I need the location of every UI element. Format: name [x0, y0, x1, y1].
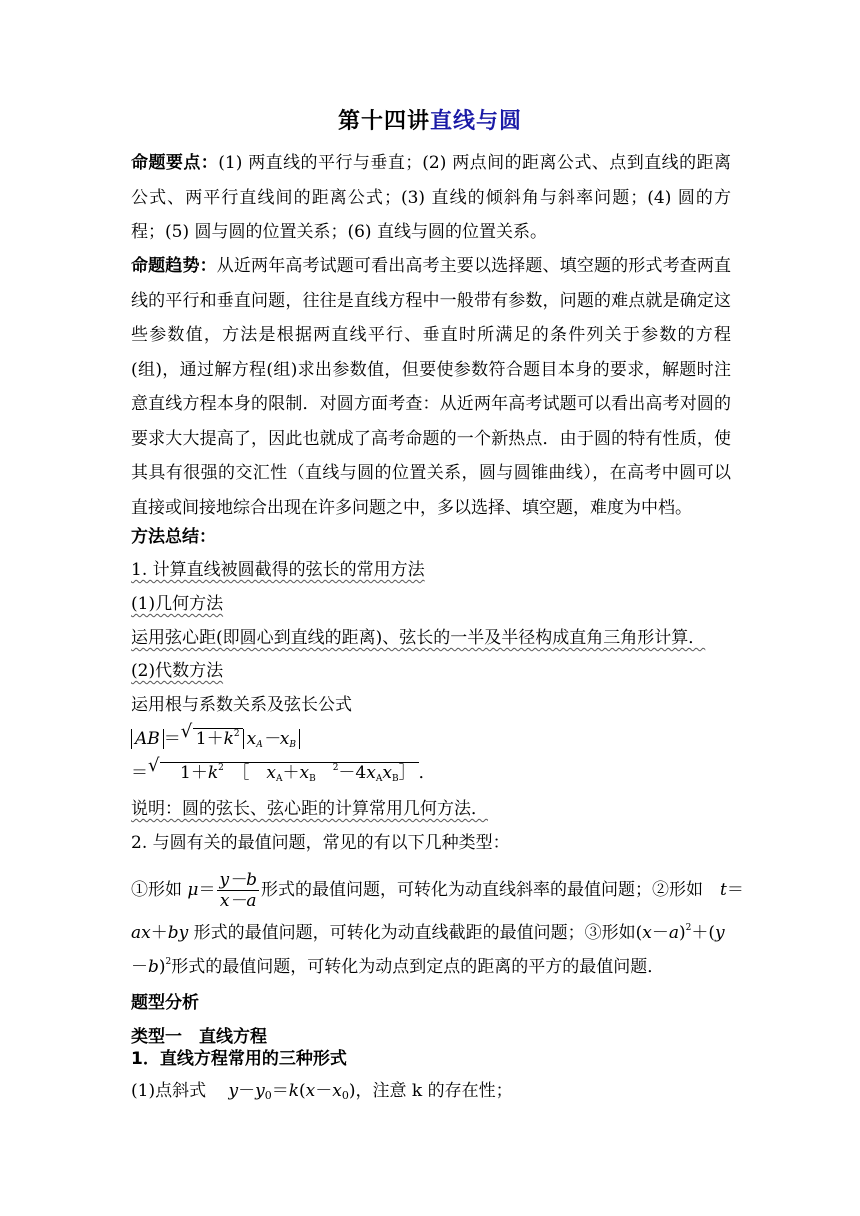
method-item1-title: 1. 计算直线被圆截得的弦长的常用方法: [131, 560, 425, 580]
chord-length-formula-2: ＝√ $1+k^2$ ［ $x_A+x_B$ $^2-4x_Ax_B]$ ．: [131, 758, 436, 784]
trend-text: 从近两年高考试题可看出高考主要以选择题、填空题的形式考查两直线的平行和垂直问题，往往是直线方程中一般带有参数，问题的难点就是确定这些参数值，方法是根据两直线平行、垂直时所满足的条件列关于参数的方程(组)，通过解方程(组)求出参数值，但要使参数符合题目本身的要求，解题时注意直线方程本身的限制．对圆方面考查：从近两年高考试题可以看出高考对圆的要求大大提高了，因此也就成了高考命题的一个新热点．由于圆的特有性质，使其具有很强的交汇性（直线与圆的位置关系，圆与圆锥曲线），在高考中圆可以直接或间接地综合出现在许多问题之中，多以选择、填空题，难度为中档。: [131, 256, 732, 518]
method-note: 说明：圆的弦长、弦心距的计算常用几何方法．: [131, 799, 488, 819]
geometric-method-title: (1)几何方法: [131, 594, 224, 614]
key-points-paragraph: [131, 146, 731, 250]
page-title: [0, 104, 860, 135]
trend-paragraph: [131, 249, 731, 525]
type1-subheading: 1．直线方程常用的三种形式: [131, 1049, 347, 1069]
method-summary-label: 方法总结：: [131, 527, 216, 547]
key-points-label: 命题要点：: [131, 153, 219, 173]
algebraic-method-text: 运用根与系数关系及弦长公式: [131, 695, 352, 715]
chord-length-formula-1: AB ＝√ $1+k^2$ $x_A-x_B$: [131, 724, 300, 750]
point-slope-line: (1)点斜式 $y-y_0=k(x-x_0)$，注意 k 的存在性；: [131, 1081, 513, 1102]
analysis-label: 题型分析: [131, 993, 199, 1013]
title-prefix: 第十四讲: [337, 109, 430, 134]
extremum-line-3: －b)$^2$形式的最值问题，可转化为动点到定点的距离的平方的最值问题．: [131, 957, 665, 977]
geometric-method-text: 运用弦心距(即圆心到直线的距离)、弦长的一半及半径构成直角三角形计算．: [131, 628, 706, 648]
extremum-line-1: ①形如 μ＝ $\frac{y-b}{x-a}$ 形式的最值问题，可转化为动直线斜率的最值问题；②形如 t＝: [131, 870, 744, 911]
trend-label: 命题趋势：: [131, 256, 217, 276]
type1-heading: 类型一 直线方程: [131, 1027, 267, 1047]
method-item2-title: 2. 与圆有关的最值问题，常见的有以下几种类型：: [131, 833, 510, 853]
extremum-line-2: ax＋by 形式的最值问题，可转化为动直线截距的最值问题；③形如$(x-a)^2+(y$: [131, 923, 725, 943]
key-points-text: (1) 两直线的平行与垂直；(2) 两点间的距离公式、点到直线的距离公式、两平行直线间的距离公式；(3) 直线的倾斜角与斜率问题；(4) 圆的方程；(5) 圆与圆的位置关系；(6) 直线与圆的位置关系。: [131, 153, 732, 242]
algebraic-method-title: (2)代数方法: [131, 661, 224, 681]
title-highlight: 直线与圆: [430, 109, 523, 134]
